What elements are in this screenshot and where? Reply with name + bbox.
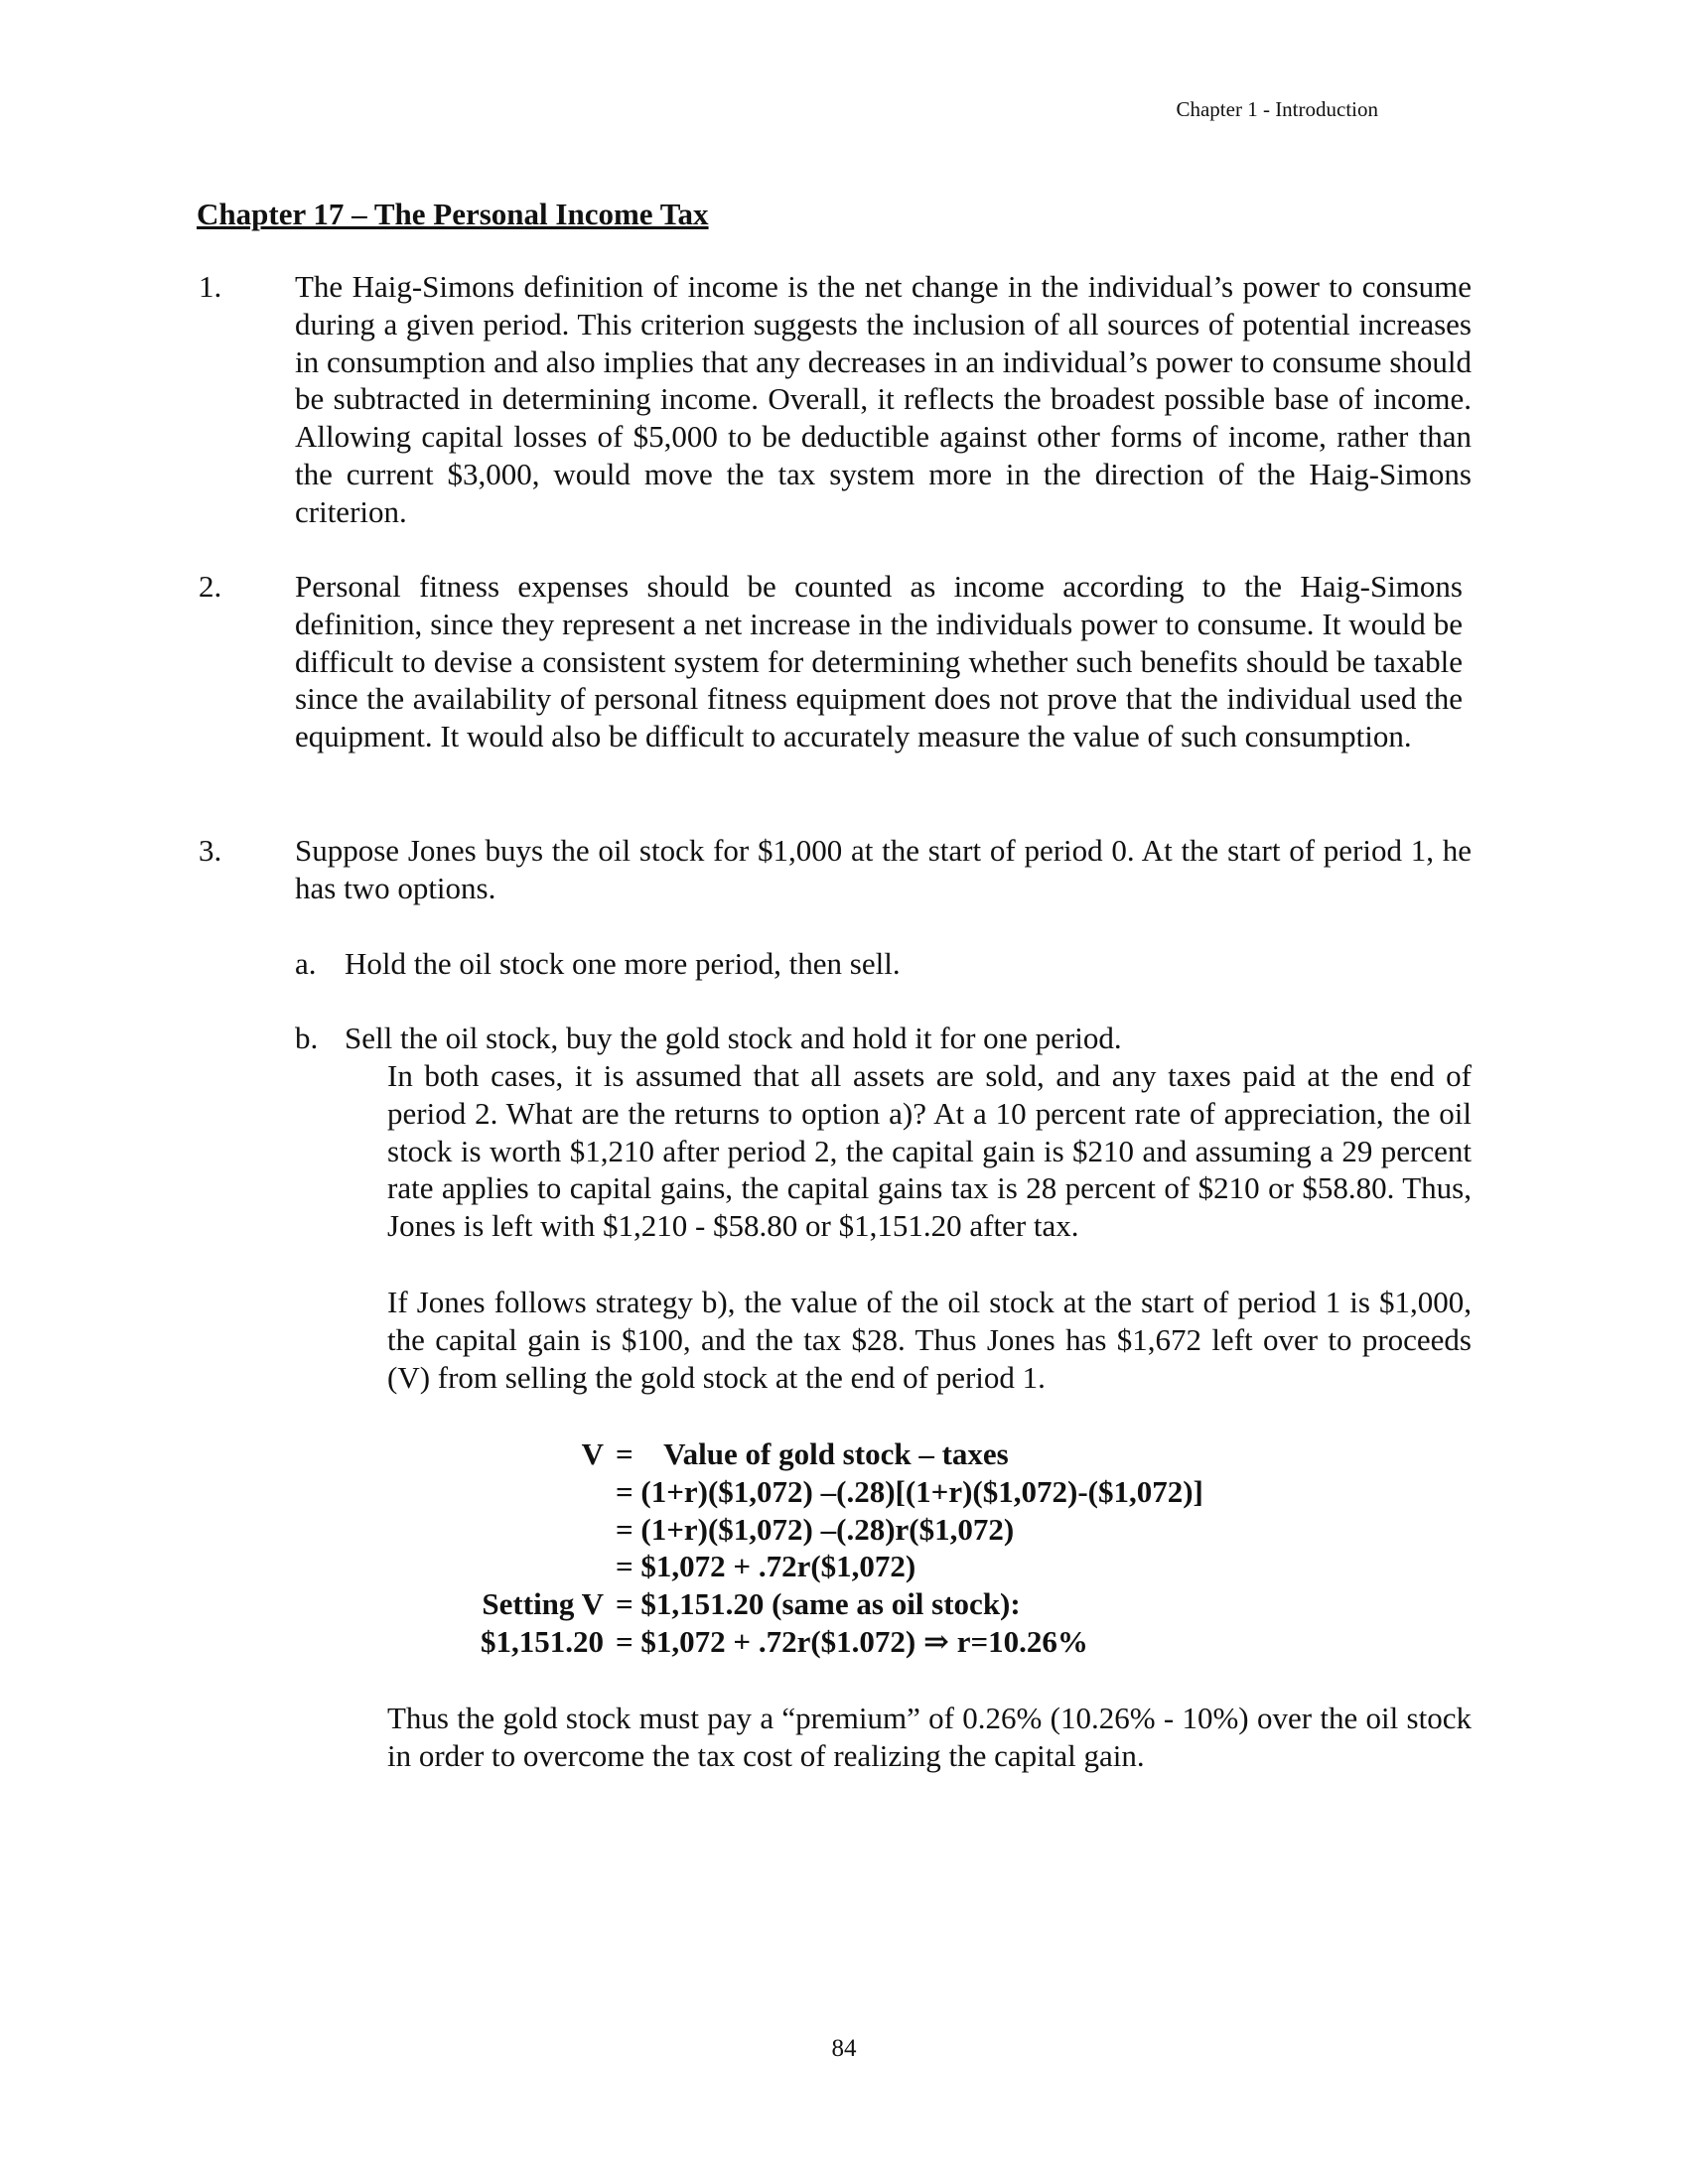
option-a-analysis: In both cases, it is assumed that all assets are sold, and any taxes paid at the end of period 2. What are the returns to option a)? At a 10 percent rate of appreciation, the oil stock is worth $1,210 after period 2, the capital gain is $210 and assuming a 29 percent rate applies to capital gains, the capital gains tax is 28 percent of $210 or $58.80. Thus, Jones is left with $1,210 - $58.80 or $1,151.20 after tax. [387, 1058, 1472, 1244]
item-number: 2. [199, 569, 222, 604]
option-letter: a. [295, 946, 317, 981]
option-text: Hold the oil stock one more period, then sell. [345, 946, 901, 981]
item-number: 1. [199, 269, 222, 304]
item-text: Personal fitness expenses should be counted as income according to the Haig-Simons definition, since they represent a net increase in the individuals power to consume. It would be difficult to devise a consistent system for determining whether such benefits should be taxable since the availability of personal fitness equipment does not prove that the individual used the equipment. It would also be difficult to accurately measure the value of such consumption. [295, 569, 1463, 754]
conclusion-paragraph: Thus the gold stock must pay a “premium” of 0.26% (10.26% - 10%) over the oil stock in order to overcome the tax cost of realizing the capital gain. [387, 1701, 1472, 1773]
equation-rhs: = (1+r)($1,072) –(.28)r($1,072) [616, 1511, 1015, 1547]
equation-row [457, 1473, 1203, 1511]
equation-row [457, 1623, 1203, 1661]
equation-lhs [457, 1511, 616, 1549]
option-text: Sell the oil stock, buy the gold stock and hold it for one period. [345, 1021, 1122, 1055]
equation-row [457, 1548, 1203, 1585]
equation-row [457, 1511, 1203, 1549]
equation-row [457, 1585, 1203, 1623]
equation-rhs: = $1,072 + .72r($1,072) [616, 1549, 916, 1584]
equation-rhs: = $1,072 + .72r($1.072) ⇒ r=10.26% [616, 1623, 1088, 1659]
equation-lhs: $1,151.20 [481, 1623, 604, 1659]
equation-row [457, 1435, 1203, 1473]
chapter-title: Chapter 17 – The Personal Income Tax [197, 197, 709, 231]
equation-rhs: = Value of gold stock – taxes [616, 1436, 1009, 1471]
item-number: 3. [199, 833, 222, 868]
equation-lhs [457, 1548, 616, 1585]
option-b-analysis: If Jones follows strategy b), the value of the oil stock at the start of period 1 is $1,000, the capital gain is $100, and the tax $28. Thus Jones has $1,672 left over to proceeds (V) from selling the gold stock at the end of period 1. [387, 1285, 1472, 1395]
equation-block [457, 1435, 1203, 1661]
equation-lhs: V [581, 1436, 604, 1471]
page-number: 84 [831, 2035, 857, 2062]
equation-lhs [457, 1473, 616, 1511]
option-a [295, 945, 901, 983]
item-text: The Haig-Simons definition of income is the net change in the individual’s power to consume during a given period. This criterion suggests the inclusion of all sources of potential increases in consumption and also implies that any decreases in an individual’s power to consume should be subtracted in determining income. Overall, it reflects the broadest possible base of income. Allowing capital losses of $5,000 to be deductible against other forms of income, rather than the current $3,000, would move the tax system more in the direction of the Haig-Simons criterion. [295, 269, 1472, 529]
option-b [295, 1020, 1122, 1057]
equation-rhs: = $1,151.20 (same as oil stock): [616, 1586, 1021, 1622]
equation-lhs: Setting V [482, 1586, 604, 1622]
running-header: Chapter 1 - Introduction [1176, 97, 1378, 121]
item-text: Suppose Jones buys the oil stock for $1,000 at the start of period 0. At the start of period 1, he has two options. [295, 833, 1472, 905]
option-letter: b. [295, 1021, 319, 1055]
equation-rhs: = (1+r)($1,072) –(.28)[(1+r)($1,072)-($1,072)] [616, 1473, 1203, 1509]
